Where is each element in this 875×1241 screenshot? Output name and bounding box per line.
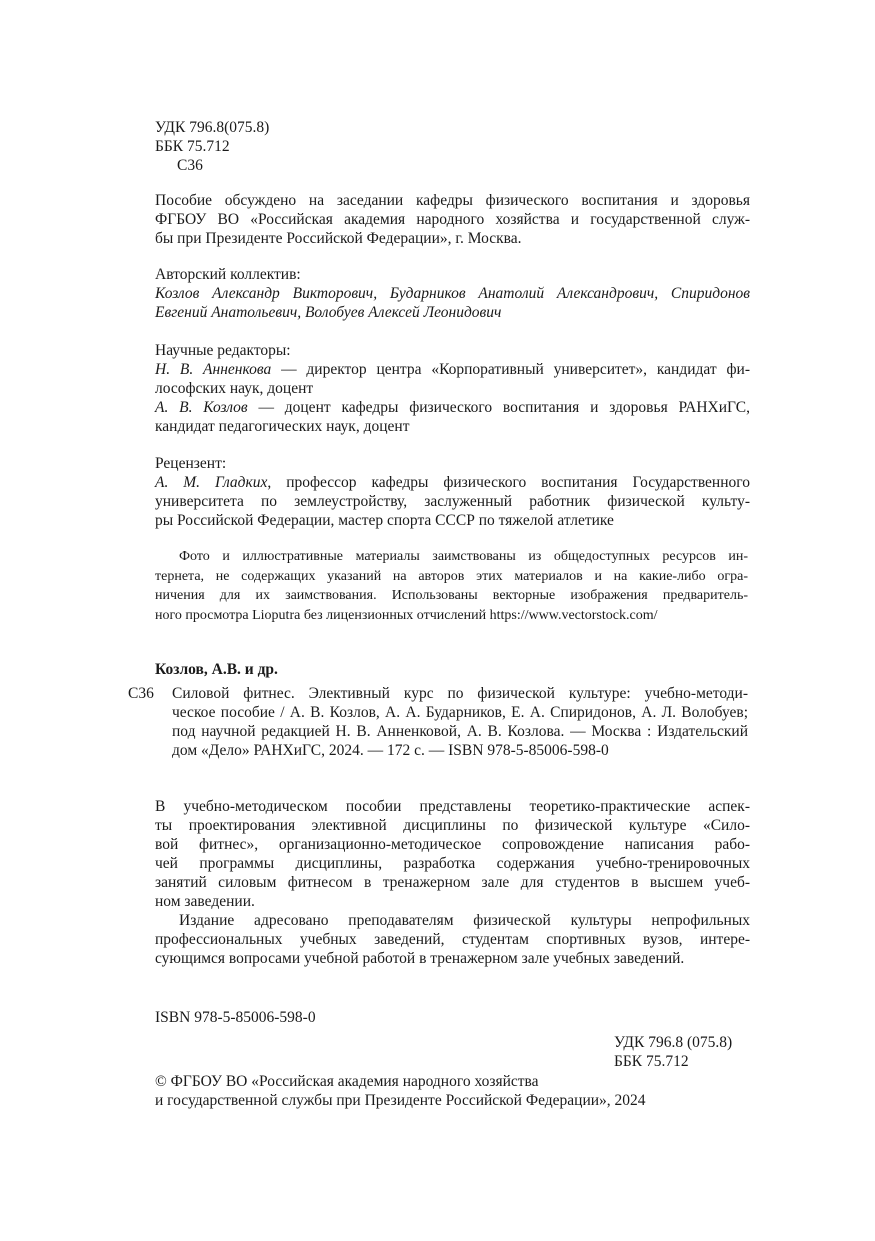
bibliographic-author-heading: Козлов, А.В. и др. xyxy=(155,661,278,678)
reviewer-desc-cont: ры Российской Федерации, мастер спорта СССР по тяжелой атлетике xyxy=(155,512,614,529)
editor-name: А. В. Козлов xyxy=(155,399,248,416)
author-sign: С36 xyxy=(177,157,203,174)
text-line: занятий силовым фитнесом в тренажерном зале для студентов в высшем учеб- xyxy=(155,874,750,891)
text-line: ничения для их заимствования. Использованы векторные изображения предваритель- xyxy=(155,588,748,603)
reviewer-desc: , профессор кафедры физического воспитания Государственного xyxy=(267,474,750,491)
bbk-code: ББК 75.712 xyxy=(155,138,230,155)
reviewer-desc-cont: университета по землеустройству, заслуженный работник физической культу- xyxy=(155,493,750,510)
editors-label: Научные редакторы: xyxy=(155,342,291,359)
editors-block xyxy=(155,341,750,436)
reviewer-name: А. М. Гладких xyxy=(155,474,268,491)
authors-label: Авторский коллектив: xyxy=(155,266,301,283)
copyright-line: © ФГБОУ ВО «Российская академия народного хозяйства xyxy=(155,1073,539,1090)
udk-code: УДК 796.8 (075.8) xyxy=(614,1034,733,1051)
abstract xyxy=(155,797,750,968)
authors-names: Козлов Александр Викторович, Бударников Анатолий Александрович, Спиридонов xyxy=(155,285,750,302)
bibliographic-description xyxy=(172,684,748,760)
copyright xyxy=(155,1072,775,1110)
text-line: Пособие обсуждено на заседании кафедры физического воспитания и здоровья xyxy=(155,192,750,209)
text-line: ты проектирования элективной дисциплины по физической культуре «Сило- xyxy=(155,817,750,834)
image-credits-notice xyxy=(155,547,748,625)
reviewer-label: Рецензент: xyxy=(155,455,227,472)
copyright-line: и государственной службы при Президенте Российской Федерации», 2024 xyxy=(155,1092,646,1109)
classification-block xyxy=(155,118,750,175)
editor-desc: — директор центра «Корпоративный университет», кандидат фи- xyxy=(271,361,750,378)
text-line: Издание адресовано преподавателям физической культуры непрофильных xyxy=(179,912,750,929)
text-line: ном заведении. xyxy=(155,893,255,910)
text-line: бы при Президенте Российской Федерации», г. Москва. xyxy=(155,230,522,247)
editor-entry xyxy=(155,398,750,417)
text-line: сующимся вопросами учебной работой в тренажерном зале учебных заведений. xyxy=(155,950,685,967)
bibliographic-code: С36 xyxy=(128,685,154,702)
bbk-code: ББК 75.712 xyxy=(614,1053,689,1070)
isbn: ISBN 978-5-85006-598-0 xyxy=(155,1009,316,1026)
text-line: ческое пособие / А. В. Козлов, А. А. Бударников, Е. А. Спиридонов, А. Л. Волобуев; xyxy=(172,704,748,721)
text-line: тернета, не содержащих указаний на авторов этих материалов и на какие-либо огра- xyxy=(155,568,748,584)
udk-code: УДК 796.8(075.8) xyxy=(155,119,270,136)
text-line: под научной редакцией Н. В. Анненковой, А. В. Козлова. — Москва : Издательский xyxy=(172,723,748,740)
editor-name: Н. В. Анненкова xyxy=(155,361,272,378)
text-line: профессиональных учебных заведений, студентам спортивных вузов, интере- xyxy=(155,931,750,948)
editor-desc: — доцент кафедры физического воспитания и здоровья РАНХиГС, xyxy=(247,399,750,416)
authors-names: Евгений Анатольевич, Волобуев Алексей Леонидович xyxy=(155,304,502,321)
text-line: вой фитнес», организационно-методическое сопровождение написания рабо- xyxy=(155,836,750,853)
text-line: чей программы дисциплины, разработка содержания учебно-тренировочных xyxy=(155,855,750,872)
reviewer-entry xyxy=(155,473,750,492)
discussion-note xyxy=(155,191,750,248)
text-line: ного просмотра Lioputra без лицензионных отчислений https://www.vectorstock.com/ xyxy=(155,607,658,623)
text-line: Силовой фитнес. Элективный курс по физической культуре: учебно-методи- xyxy=(172,685,748,702)
reviewer-block xyxy=(155,454,750,530)
text-line: В учебно-методическом пособии представлены теоретико-практические аспек- xyxy=(155,798,750,815)
text-line: ФГБОУ ВО «Российская академия народного хозяйства и государственной служ- xyxy=(155,211,750,228)
editor-desc-cont: кандидат педагогических наук, доцент xyxy=(155,418,410,435)
text-line: дом «Дело» РАНХиГС, 2024. — 172 с. — ISBN 978-5-85006-598-0 xyxy=(172,742,609,759)
classification-bottom xyxy=(614,1033,774,1071)
text-line: Фото и иллюстративные материалы заимствованы из общедоступных ресурсов ин- xyxy=(179,549,748,564)
authors-block xyxy=(155,265,750,322)
editor-entry xyxy=(155,360,750,379)
editor-desc-cont: лософских наук, доцент xyxy=(155,380,314,397)
